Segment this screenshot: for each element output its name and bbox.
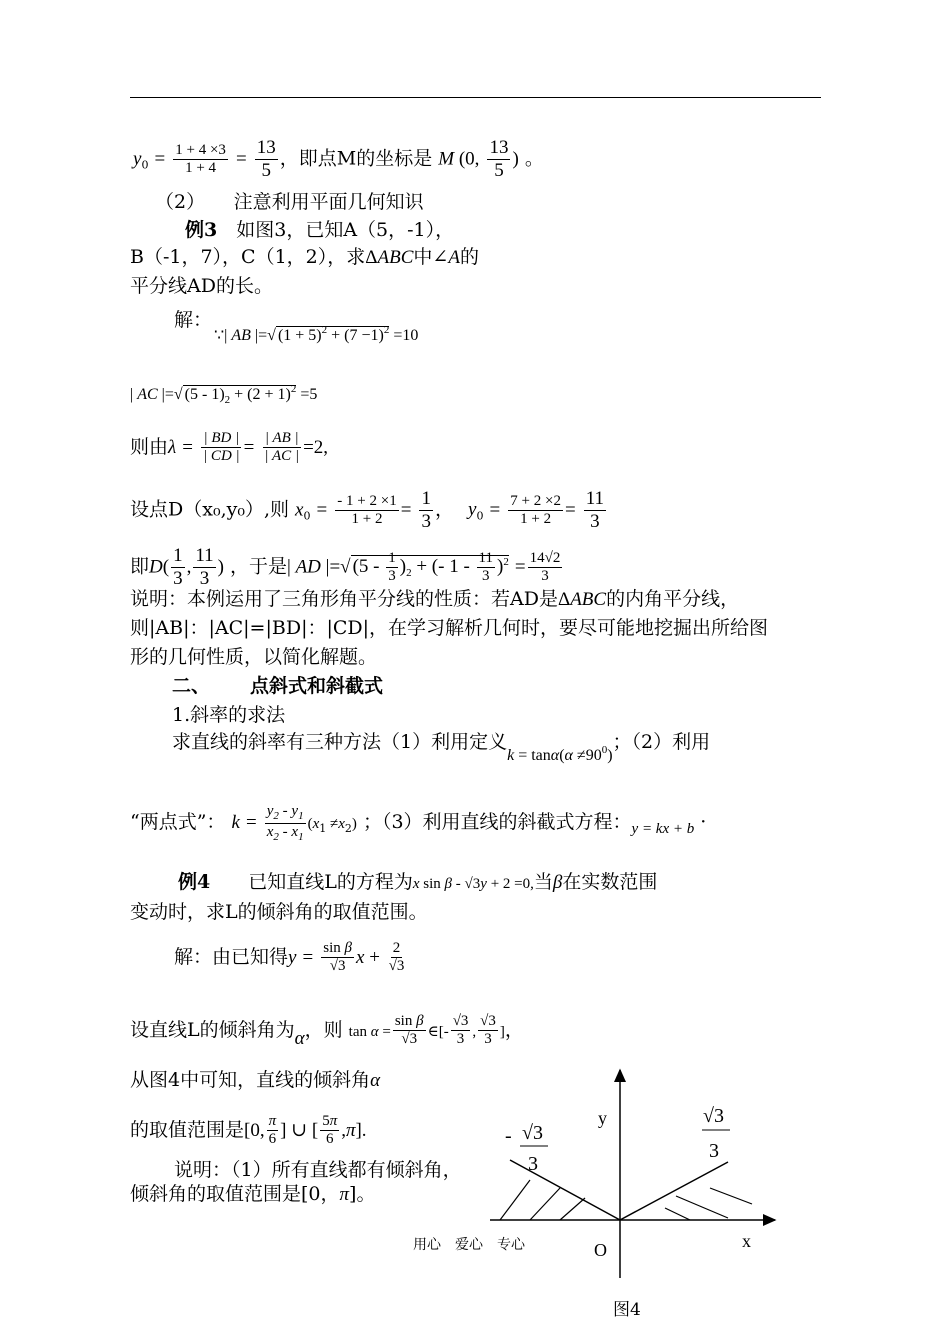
slope-methods-1: 求直线的斜率有三种方法（1）利用定义$_{k = tan\alpha(\alpha \ne 90^0)}$；（2）利用 — [172, 731, 711, 764]
left-slope-denominator: 3 — [528, 1153, 538, 1175]
solution-4: 解：由已知得y = $\frac{\text{sin β}}{√3}$ x + $\frac{2}{√3}$ — [174, 940, 405, 975]
right-slope-denominator: 3 — [709, 1140, 719, 1162]
note-2-line-2: 倾斜角的取值范围是[0，π]。 — [130, 1183, 376, 1205]
line-1-text: ，即点M的坐标是 — [279, 147, 433, 170]
solution-label: 解： — [174, 309, 213, 331]
origin-label: O — [594, 1240, 607, 1260]
negative-sign: - — [505, 1125, 512, 1147]
from-figure-line: 从图4中可知，直线的倾斜角α — [130, 1069, 381, 1091]
line-1: $y_0$ = $\frac{1 + 4 \times 3}{1 + 4}$ = $\frac{13}{5}$ ，即点M的坐标是 M (0, $\frac{13}{5}$ ) 。 — [133, 137, 544, 181]
example-4-line: 例4 已知直线L的方程为x sin β - √3y + 2 =0,当β在实数范围 — [178, 871, 658, 893]
right-slope-numerator: √3 — [703, 1105, 724, 1127]
note-1: 说明：本例运用了三角形角平分线的性质：若AD是ΔABC的内角平分线， — [130, 588, 740, 610]
ab-length-formula: ∵| AB |=√ $(1 + 5)^2 + (7 -1)^2 =10$ — [214, 324, 419, 344]
ac-length-formula: | AC |=√ $(5 - 1)_2 + (2 + 1)^2 =5$ — [130, 383, 318, 406]
range-line: 的取值范围是[0, $\frac{\pi}{6}$ ] ∪ [ $\frac{5\pi}{6}$ ,π]. — [130, 1113, 367, 1148]
example-3-label: 例3 — [185, 219, 218, 241]
tan-alpha-line: 设直线L的倾斜角为α，则 tan α = $\frac{\text{sin β}}{√3}$ ∈[- $\frac{√3}{3}$ , $\frac{√3}{3}$ ]， — [130, 1013, 524, 1049]
note-2-line-1: 说明：（1）所有直线都有倾斜角， — [174, 1159, 462, 1181]
hatch-right — [665, 1188, 752, 1220]
subsection-1: 1.斜率的求法 — [172, 704, 286, 726]
point-d-line: 设点D（x₀,y₀）,则 $x_0$ = $\frac{- 1 + 2 \times 1}{1 + 2}$ = $\frac{1}{3}$ ， $y_0$ = $\frac{7 + 2 \times 2}{1 + 2}$ = $\frac{11}{3}$ — [130, 488, 605, 532]
hatch-left — [500, 1180, 585, 1220]
x-axis-label: x — [742, 1231, 751, 1251]
line-2: （2） 注意利用平面几何知识 — [155, 191, 424, 213]
line-5: 平分线AD的长。 — [130, 275, 273, 297]
y-axis-label: y — [598, 1108, 607, 1128]
example-4-line-2: 变动时，求L的倾斜角的取值范围。 — [130, 901, 428, 923]
line-4: B（-1，7），C（1，2），求ΔABC中∠A的 — [130, 246, 479, 268]
left-slope-numerator: √3 — [522, 1122, 543, 1144]
page-footer: 用心 爱心 专心 — [413, 1237, 525, 1253]
section-2-heading: 二、 点斜式和斜截式 — [172, 675, 384, 697]
figure-caption: 图4 — [613, 1300, 641, 1320]
ad-length-line: 即D( $\frac{1}{3}$ , $\frac{11}{3}$ ) ，于是| AD |=√ (5 - $\frac{1}{3}$ )$_2$ + (- 1 - $\frac{11}{3}$ )$^2$ = $\frac{14√2}{3}$ — [130, 545, 561, 589]
note-3: 形的几何性质，以简化解题。 — [130, 646, 378, 668]
ratio-line: 则由λ = $\frac{| BD |}{| CD |}$ = $\frac{| AB |}{| AC |}$ =2, — [130, 430, 329, 465]
line-negative-slope — [510, 1160, 620, 1220]
note-2: 则|AB|：|AC|=|BD|：|CD|，在学习解析几何时，要尽可能地挖掘出所给图 — [130, 617, 769, 639]
slope-methods-2: “两点式”： k = $\frac{y_2 - y_1}{x_2 - x_1}$ $(x_1 \ne x_2)$ ；（3）利用直线的斜截式方程：$_{y = kx + b}$ · — [130, 803, 707, 843]
example-3-text: 如图3，已知A（5，-1）， — [217, 219, 455, 241]
